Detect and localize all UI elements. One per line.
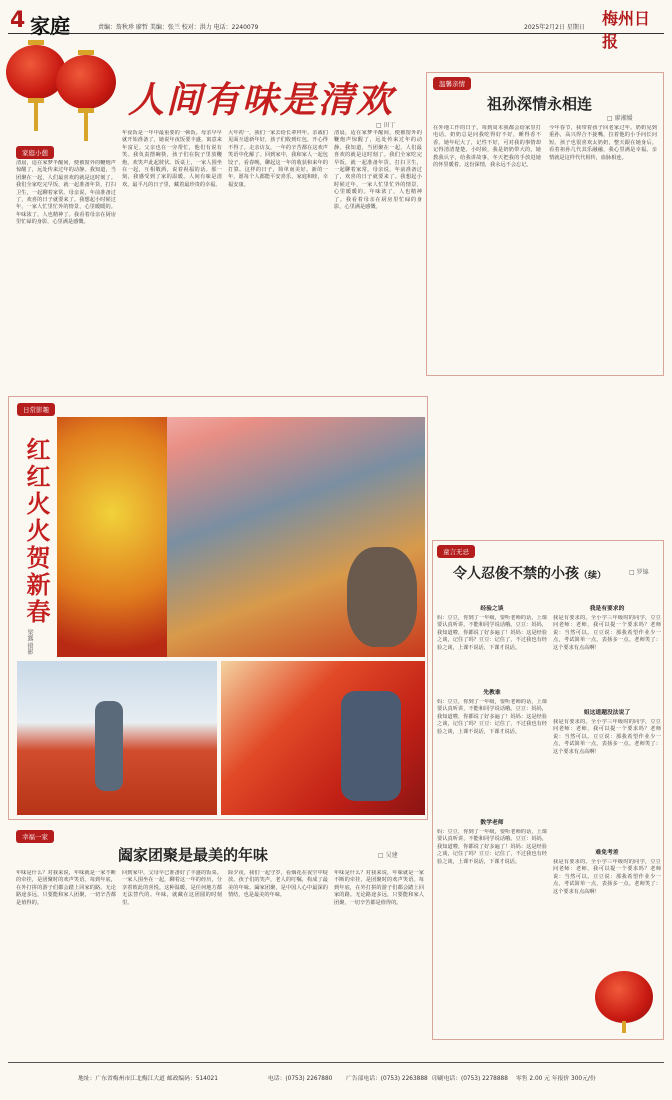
- calligraphy-photo: [221, 661, 425, 815]
- essay4-text-right-2: 我是有要求的。全小学三年级时的同学，豆豆问老师：老师，我可以提一个要求吗？老师说：当然可以。豆豆说：那我希望作业少一点，考试简单一点，表扬多一点。老师笑了：这个要求有点高啊！: [553, 719, 661, 755]
- essay2-headline: 祖孙深情永相连: [487, 95, 593, 113]
- subhead-who-first: 先教谁: [483, 690, 501, 696]
- essay3-section: [8, 826, 428, 1054]
- essay4-author: □ 罗锦: [629, 569, 649, 576]
- main-text-col-2: 年夜饭是一年中最重要的一顿饭。母亲早早就开始准备了，她说年夜饭要丰盛，寓意来年富足。父亲也在一旁帮忙，他们有说有笑。我负责摆碗筷，孩子们在院子里放鞭炮，欢笑声此起彼伏。饭桌上，一家人围坐在一起，互相敬酒，说着祝福的话。那一刻，我感受到了家的温暖。人间有味是清欢，最平凡的日子里，藏着最珍贵的幸福。: [122, 130, 222, 188]
- essay4-text-left-1: 妈：豆豆，你到了一年级，要听老师的话，上课要认真听讲，不能和同学说话哦。豆豆：妈妈，我知道啦，你都说了好多遍了！妈妈：这是经验之谈，记住了吗？豆豆：记住了，不过我也有经验之谈，上课不说话，下课才说话。: [437, 615, 547, 651]
- photo-credit: 梁露 摄影: [26, 629, 33, 655]
- photo-feature-tag: 日常影趣: [17, 403, 55, 416]
- essay4-box: [432, 540, 664, 1040]
- essay4-text-right-3: 我是有要求的。全小学三年级时的同学，豆豆问老师：老师，我可以提一个要求吗？老师说：当然可以。豆豆说：那我希望作业少一点，考试简单一点，表扬多一点。老师笑了：这个要求有点高啊！: [553, 859, 661, 895]
- photo-feature-box: [8, 396, 428, 820]
- essay4-text-left-3: 妈：豆豆，你到了一年级，要听老师的话，上课要认真听讲，不能和同学说话哦。豆豆：妈妈，我知道啦，你都说了好多遍了！妈妈：这是经验之谈，记住了吗？豆豆：记住了，不过我也有经验之谈，上课不说话，下课才说话。: [437, 829, 547, 865]
- essay3-author: □ 吴建: [378, 852, 398, 859]
- subhead-requirements: 我是有要求的: [589, 606, 625, 612]
- essay2-author: □ 廖湘媛: [607, 115, 633, 122]
- red-lantern-icon: [595, 971, 653, 1023]
- essay3-text-col-4: 年味是什么？对我来说，年味就是一家不断的牵挂，是团聚时的欢声笑语。每到年底，在外打拼的游子们都会踏上回家的路。无论路途多远，只要能和家人团聚，一切辛苦都是值得的。: [334, 870, 424, 906]
- main-column-tag: 家庭小憩: [16, 146, 54, 159]
- essay2-box: [426, 72, 664, 376]
- essay4-title: 令人忍俊不禁的小孩: [453, 566, 579, 582]
- essay4-title-suffix: （续）: [579, 571, 607, 581]
- corner-lantern-decoration: [589, 961, 659, 1035]
- section-name: 家庭: [30, 14, 70, 38]
- subhead-bad-exam: 难免考差: [595, 850, 619, 856]
- footer-phone: 电话：(0753) 2267880: [268, 1076, 333, 1082]
- main-text-col-3: 大年初一，我们一家去给长辈拜年。亲戚们见面互道新年好，孩子们收到红包，开心得不得了。走亲访友，一年的辛苦都在这欢声笑语中化解了。回到家中，我和家人一起包饺子，看春晚，聊起这一年的收获和来年的打算。这样的日子，简单而美好。新的一年，愿每个人都能平安喜乐，家庭和睦，幸福安康。: [228, 130, 328, 188]
- essay4-headline: [453, 563, 606, 583]
- page-number: 4: [10, 8, 26, 33]
- subhead-sister: 姐这道题没法说了: [583, 710, 631, 716]
- editor-line: 责编：詹秋珍 廖哲 美编：张兰 校对：洪力 电话：2240079: [98, 24, 259, 31]
- photo-feature-headline: 红红火火贺新春: [22, 437, 51, 626]
- essay4-tag: 童言无忌: [437, 545, 475, 558]
- essay2-tag: 温馨亲情: [433, 77, 471, 90]
- lion-dance-photo: [57, 417, 425, 657]
- subhead-math-teacher: 数学老师: [480, 820, 504, 826]
- essay3-headline: 阖家团聚是最美的年味: [118, 846, 269, 864]
- subhead-experience: 经验之谈: [480, 606, 504, 612]
- firecracker-photo: [17, 661, 217, 815]
- main-text-col-1: 清晨，适在家梦半醒间，便被窗外的鞭炮声惊醒了，远处传来过年的动静。我知道，当团聚在一起，人们最喜欢的就是这时刻了。我们全家吃完早饭，就一起准备年货，打扫卫生，一起聊着家常。母亲说，年前准备过了，欢喜的日子就要来了。我想起小时候过年，一家人忙里忙外的情景，心里暖暖的。年味浓了，人也精神了。我看着母亲在厨房里忙碌的身影，心里满是感慨。: [16, 160, 116, 226]
- essay3-tag: 幸福一家: [16, 830, 54, 843]
- essay4-text-left-2: 妈：豆豆，你到了一年级，要听老师的话，上课要认真听讲，不能和同学说话哦。豆豆：妈妈，我知道啦，你都说了好多遍了！妈妈：这是经验之谈，记住了吗？豆豆：记住了，不过我也有经验之谈，上课不说话，下课才说话。: [437, 699, 547, 735]
- essay3-text-col-3: 除夕夜，我们一起守岁，看烟花在夜空中绽放。孩子们的笑声，老人的叮嘱，构成了最美的年味。阖家团聚，是中国人心中最深的情结，也是最美的年味。: [228, 870, 328, 899]
- main-headline: 人间有味是清欢: [128, 79, 395, 121]
- essay2-text-col-1: 在外地工作的日子，每到周末我都会给家里打电话。奶奶总是问我吃得好不好，睡得香不香。她年纪大了，记性不好，可对我的事情却记得清清楚楚。小时候，我是奶奶带大的，她教我认字，给我讲故事，冬天把我的手放进她的怀里暖着。这份深情，我永远不会忘记。: [433, 125, 541, 169]
- footer-print: 印刷电话：(0753) 2278888: [432, 1076, 508, 1082]
- lantern-decoration-right: [56, 48, 116, 148]
- essay2-text-col-2: 今年春节，我带着孩子回老家过年。奶奶见到重孙，高兴得合不拢嘴，拉着他的小手问长问短。孩子也很喜欢太奶奶，整天跟在她身后。看着祖孙几代其乐融融，我心里满是幸福。亲情就是这样代代相传，血脉相连。: [549, 125, 657, 161]
- footer-price: 零售 2.00 元 年报价 300元/份: [516, 1076, 596, 1082]
- issue-date: 2025年2月2日 星期日: [524, 24, 585, 31]
- main-text-col-4: 清晨，适在家梦半醒间，便被窗外的鞭炮声惊醒了，远处传来过年的动静。我知道，当团聚在一起，人们最喜欢的就是这时刻了。我们全家吃完早饭，就一起准备年货，打扫卫生，一起聊着家常。母亲说，年前准备过了，欢喜的日子就要来了。我想起小时候过年，一家人忙里忙外的情景，心里暖暖的。年味浓了，人也精神了。我看着母亲在厨房里忙碌的身影，心里满是感慨。: [334, 130, 422, 211]
- footer-address: 地址：广东省梅州市江北梅江大道 邮政编码：514021: [78, 1076, 218, 1082]
- page-footer: [8, 1062, 664, 1092]
- essay3-text-col-1: 年味是什么？对我来说，年味就是一家不断的牵挂，是团聚时的欢声笑语。每到年底，在外打拼的游子们都会踏上回家的路。无论路途多远，只要能和家人团聚，一切辛苦都是值得的。: [16, 870, 116, 906]
- essay4-text-right-1: 我是有要求的。全小学三年级时的同学，豆豆问老师：老师，我可以提一个要求吗？老师说：当然可以。豆豆说：那我希望作业少一点，考试简单一点，表扬多一点。老师笑了：这个要求有点高啊！: [553, 615, 661, 651]
- page-header: [8, 6, 664, 51]
- red-lantern-icon: [56, 55, 116, 109]
- newspaper-logo: 梅州日报: [602, 9, 651, 51]
- essay3-text-col-2: 回到家中，父母早已准备好了丰盛的饭菜。一家人围坐在一起，聊着这一年的经历，分享着彼此的喜悦。这种温暖，是任何地方都无法替代的。年味，就藏在这团圆的时刻里。: [122, 870, 222, 906]
- main-author: □ 田丁: [376, 122, 396, 129]
- footer-ads: 广告部电话：(0753) 2263888: [346, 1076, 428, 1082]
